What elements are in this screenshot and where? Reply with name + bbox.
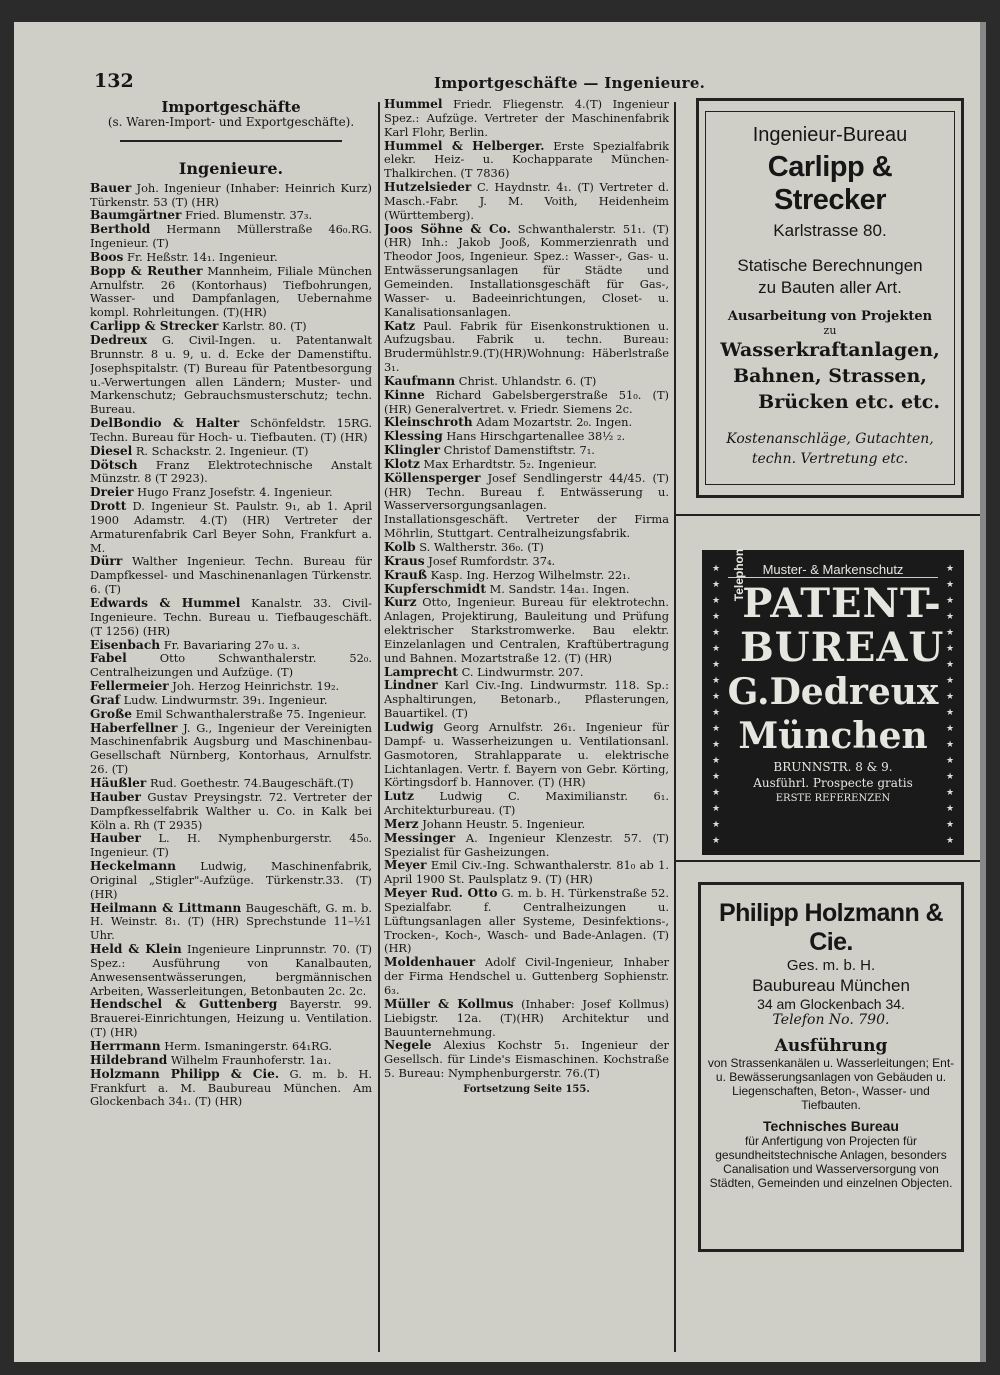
directory-entry bbox=[384, 956, 669, 998]
directory-entry bbox=[90, 777, 372, 791]
entry-name: Messinger bbox=[384, 830, 456, 845]
directory-entry bbox=[384, 389, 669, 417]
entry-details: Schwanthalerstr. 51₁. (T) (HR) Inh.: Jakob Jooß, Kommerzienrath und Theodor Joos, Ingenieur. Spez.: Wasser-, Gas- u. Entwässerungsanlagen für Städte und Gemeinden. Installationsgeschäft für Gas-, Wasser- u. Badeeinrichtungen, Closet- u. Kanalisationsanlagen. bbox=[384, 221, 669, 319]
entry-details: Otto, Ingenieur. Bureau für elektrotechn. Anlagen, Projektirung, Bauleitung und Prüfung elektrischer Starkstromwerke. Bau elektr. Einzelanlagen und Centralen, Kraftübertragung und Bahnen. Mozartstraße 12. (T) (HR) bbox=[384, 595, 669, 665]
directory-entry bbox=[90, 555, 372, 597]
directory-page bbox=[14, 22, 986, 1362]
advert-telephone: Telefon No. 790. bbox=[772, 1012, 890, 1028]
directory-entry bbox=[384, 583, 669, 597]
directory-entry bbox=[90, 597, 372, 639]
entry-details: A. Ingenieur Klenzestr. 57. (T) Spezialist für Gasheizungen. bbox=[384, 830, 669, 859]
entry-details: Otto Schwanthalerstr. 52₀. Centralheizungen und Aufzüge. (T) bbox=[90, 651, 372, 680]
advert-heading: Ausführung bbox=[774, 1036, 888, 1056]
directory-entry bbox=[90, 639, 372, 653]
directory-entry bbox=[384, 472, 669, 541]
directory-entry bbox=[384, 679, 669, 721]
advert-line: Kostenanschläge, Gutachten, bbox=[726, 431, 934, 447]
entry-details: Josef Rumfordstr. 37₄. bbox=[424, 553, 556, 568]
advert-line: Ingenieur-Bureau bbox=[752, 124, 908, 146]
directory-entry bbox=[90, 265, 372, 320]
entry-details: Walther Ingenieur. Techn. Bureau für Dampfkessel- und Maschinenanlagen Türkenstr. 6. (T) bbox=[90, 554, 372, 597]
directory-entry bbox=[90, 320, 372, 334]
entry-name: Krauß bbox=[384, 567, 428, 582]
directory-entry bbox=[90, 832, 372, 860]
directory-entry bbox=[90, 652, 372, 680]
advert-text: für Anfertigung von Projecten für gesundheitstechnische Anlagen, besonders Canalisation und Wasserversorgung von Städten, Gemeinden und einzelnen Objecten. bbox=[709, 1134, 953, 1190]
entry-name: Berthold bbox=[90, 222, 151, 237]
entry-details: Christ. Uhlandstr. 6. (T) bbox=[455, 373, 597, 388]
directory-entry bbox=[384, 320, 669, 375]
entry-name: Held & Klein bbox=[90, 942, 182, 957]
entry-name: Haberfellner bbox=[90, 720, 178, 735]
entry-name: Kupferschmidt bbox=[384, 581, 486, 596]
entry-details: Schönfeldstr. 15RG. Techn. Bureau für Hoch- u. Tiefbauten. (T) (HR) bbox=[90, 416, 372, 444]
section-subheading-import: (s. Waren-Import- und Exportgeschäfte). bbox=[107, 115, 355, 129]
directory-entry bbox=[90, 943, 372, 998]
entry-details: Johann Heustr. 5. Ingenieur. bbox=[418, 816, 586, 831]
directory-entry bbox=[384, 569, 669, 583]
page-edge bbox=[980, 22, 986, 1362]
entry-details: Erste Spezialfabrik elekr. Heiz- u. Kochapparate München-Thalkirchen. (T 7836) bbox=[384, 138, 669, 181]
section-divider bbox=[120, 140, 342, 142]
entry-name: Meyer bbox=[384, 858, 427, 873]
advert-line: Ausarbeitung von Projekten bbox=[727, 309, 933, 324]
entry-details: J. G., Ingenieur der Vereinigten Maschinenfabrik Augsburg und Maschinenbau-Gesellschaft Nürnberg, Kontorhaus, Arnulfstr. 26. (T) bbox=[90, 720, 372, 777]
entry-details: M. Sandstr. 14a₁. Ingen. bbox=[485, 581, 630, 596]
entry-details: Ludwig C. Maximilianstr. 6₁. Architekturbureau. (T) bbox=[384, 789, 669, 818]
entry-name: Heilmann & Littmann bbox=[90, 900, 242, 915]
advert-street: BRUNNSTR. 8 & 9. bbox=[773, 760, 893, 774]
entry-name: Kurz bbox=[384, 595, 417, 610]
entry-details: Paul. Fabrik für Eisenkonstruktionen u. Aufzugsbau. Fabrik u. techn. Bureau: Brudermühlstr.9.(T)(HR)Wohnung: Häberlstraße 3₁. bbox=[384, 318, 669, 375]
entry-details: C. Lindwurmstr. 207. bbox=[457, 664, 584, 679]
entry-name: Moldenhauer bbox=[384, 955, 476, 970]
directory-entry bbox=[90, 860, 372, 902]
entry-details: S. Waltherstr. 36₀. (T) bbox=[415, 540, 544, 554]
directory-entry bbox=[90, 694, 372, 708]
directory-entry bbox=[384, 721, 669, 790]
entry-list-left bbox=[90, 182, 372, 1110]
entry-details: D. Ingenieur St. Paulstr. 9₁, ab 1. April 1900 Adamstr. 4.(T) (HR) Vertreter der Armaturenfabrik Carl Beyer Sohn, Frankfurt a. M. bbox=[90, 499, 372, 555]
advert-carlipp-strecker bbox=[696, 98, 964, 498]
advert-patent: PATENT- bbox=[742, 580, 942, 627]
directory-entry bbox=[90, 1040, 372, 1054]
entry-name: Ludwig bbox=[384, 719, 434, 734]
entry-name: Lamprecht bbox=[384, 664, 458, 679]
entry-name: Bauer bbox=[90, 180, 132, 195]
entry-name: Kinne bbox=[384, 387, 425, 402]
directory-entry bbox=[90, 722, 372, 777]
advert-line: Bahnen, Strassen, bbox=[733, 365, 927, 387]
advert-address: Karlstrasse 80. bbox=[773, 221, 887, 240]
entry-name: Kleinschroth bbox=[384, 415, 473, 430]
directory-entry bbox=[384, 832, 669, 860]
star-border-left: ★ ★ ★ ★ ★ ★ ★ ★ ★ ★ ★ ★ ★ ★ ★ ★ ★ ★ bbox=[711, 563, 721, 845]
column-divider-2 bbox=[674, 102, 676, 1352]
directory-entry bbox=[90, 223, 372, 251]
entry-details: (Inhaber: Josef Kollmus) Liebigstr. 12a. (T)(HR) Architektur und Bauunternehmung. bbox=[384, 996, 669, 1039]
entry-name: Holzmann Philipp & Cie. bbox=[90, 1066, 280, 1081]
directory-entry bbox=[384, 98, 669, 140]
advert-line: ERSTE REFERENZEN bbox=[775, 793, 891, 804]
entry-name: Kraus bbox=[384, 553, 425, 568]
entry-details: Georg Arnulfstr. 26₁. Ingenieur für Dampf- u. Wasserheizungen u. Ventilationsanl. Gasmotoren, Strahlapparate u. elektrische Lichtanlagen. Vertr. f. Bayern von Gebr. Körting, Körtingsdorf b. Hannover. (T) (HR) bbox=[384, 719, 669, 790]
entry-details: G. m. b. H. Türkenstraße 52. Spezialfabr. f. Centralheizungen u. Lüftungsanlagen aller Systeme, Desinfektions-, Trocken-, Koch-, Wasch- und Bade-Anlagen. (T) (HR) bbox=[384, 886, 669, 956]
entry-name: Dötsch bbox=[90, 457, 138, 472]
advert-line: Ausführl. Prospecte gratis bbox=[753, 776, 913, 790]
entry-details: G. Civil-Ingen. u. Patentanwalt Brunnstr. 8 u. 9, u. d. Ecke der Damenstiftu. Josephspitalstr. (T) Bureau für Patentbesorgung u.-Verwertungen allen Ländern; Muster- und Markenschutz; Gebrauchsmusterschutz; techn. Bureau. bbox=[90, 332, 372, 417]
directory-entry bbox=[384, 859, 669, 887]
directory-entry bbox=[90, 791, 372, 833]
entry-details: Max Erhardtstr. 5₂. Ingenieur. bbox=[419, 456, 597, 471]
entry-name: Große bbox=[90, 706, 132, 721]
advert-name: G.Dedreux bbox=[727, 671, 939, 713]
entry-details: Ludw. Lindwurmstr. 39₁. Ingenieur. bbox=[119, 692, 328, 707]
advert-line: Brücken etc. etc. bbox=[758, 391, 940, 413]
entry-name: Hauber bbox=[90, 789, 141, 804]
directory-entry bbox=[384, 1039, 669, 1081]
advert-address: 34 am Glockenbach 34. bbox=[757, 996, 905, 1012]
directory-entry bbox=[90, 998, 372, 1040]
entry-name: Katz bbox=[384, 318, 416, 333]
entry-details: Baugeschäft, G. m. b. H. Weinstr. 8₁. (T) (HR) Sprechstunde 11–½1 Uhr. bbox=[90, 900, 372, 943]
directory-entry bbox=[384, 818, 669, 832]
entry-details: Joh. Ingenieur (Inhaber: Heinrich Kurz) Türkenstr. 53 (T) (HR) bbox=[90, 180, 372, 209]
entry-name: Müller & Kollmus bbox=[384, 996, 514, 1011]
directory-entry bbox=[90, 334, 372, 417]
entry-details: Richard Gabelsbergerstraße 51₀. (T) (HR) Generalvertret. v. Friedr. Siemens 2c. bbox=[384, 387, 669, 416]
entry-details: Hans Hirschgartenallee 38½ ₂. bbox=[442, 429, 626, 444]
entry-name: Klingler bbox=[384, 443, 441, 458]
entry-details: Kanalstr. 33. Civil-Ingenieure. Techn. Bureau u. Tiefbaugeschäft. (T 1256) (HR) bbox=[90, 596, 372, 638]
directory-entry bbox=[384, 416, 669, 430]
directory-entry bbox=[90, 417, 372, 445]
directory-entry bbox=[384, 140, 669, 182]
entry-details: Karlstr. 80. (T) bbox=[218, 319, 307, 334]
directory-entry bbox=[90, 1068, 372, 1110]
directory-entry bbox=[90, 209, 372, 223]
section-heading-ingenieure: Ingenieure. bbox=[178, 158, 284, 178]
entry-details: Rud. Goethestr. 74.Baugeschäft.(T) bbox=[146, 775, 354, 790]
entry-name: Edwards & Hummel bbox=[90, 596, 241, 610]
running-title: Importgeschäfte — Ingenieure. bbox=[434, 74, 706, 92]
entry-name: Hauber bbox=[90, 831, 141, 846]
directory-entry bbox=[384, 998, 669, 1040]
entry-name: Boos bbox=[90, 249, 124, 264]
entry-details: Gustav Preysingstr. 72. Vertreter der Dampfkesselfabrik Walther u. Co. in Kalk bei Köln a. Rh (T 2935) bbox=[90, 789, 372, 832]
advert-text: von Strassenkanälen u. Wasserleitungen; Ent- u. Bewässerungsanlagen von Gebäuden u. Liegenschaften, Beton-, Wasser- und Tiefbauten. bbox=[707, 1056, 955, 1112]
entry-name: Heckelmann bbox=[90, 859, 177, 874]
entry-details: Adolf Civil-Ingenieur, Inhaber der Firma Hendschel u. Guttenberg Sophienstr. 6₃. bbox=[384, 955, 669, 997]
advert-line: Muster- & Markenschutz bbox=[728, 562, 938, 578]
advert-line: techn. Vertretung etc. bbox=[751, 451, 909, 467]
entry-details: Adam Mozartstr. 2₀. Ingen. bbox=[472, 415, 633, 430]
entry-name: Lindner bbox=[384, 678, 438, 693]
advert-frame bbox=[705, 111, 955, 485]
entry-name: Klotz bbox=[384, 456, 420, 471]
directory-entry bbox=[90, 182, 372, 210]
directory-entry bbox=[384, 375, 669, 389]
entry-details: Emil Schwanthalerstraße 75. Ingenieur. bbox=[131, 706, 367, 721]
advert-line: zu Bauten aller Art. bbox=[758, 278, 902, 297]
directory-entry bbox=[384, 790, 669, 818]
advert-dedreux bbox=[702, 550, 964, 855]
entry-name: Kolb bbox=[384, 540, 416, 554]
entry-name: Fabel bbox=[90, 651, 127, 666]
entry-name: Häußler bbox=[90, 775, 147, 790]
advert-divider bbox=[676, 860, 986, 862]
directory-entry bbox=[384, 430, 669, 444]
directory-entry bbox=[384, 541, 669, 555]
entry-name: Eisenbach bbox=[90, 637, 161, 652]
entry-details: Fr. Heßstr. 14₁. Ingenieur. bbox=[123, 249, 278, 264]
directory-entry bbox=[90, 486, 372, 500]
advert-telephone-label: Telephon bbox=[732, 548, 746, 602]
directory-entry bbox=[90, 251, 372, 265]
entry-details: Joh. Herzog Heinrichstr. 19₂. bbox=[168, 679, 340, 694]
entry-details: Hugo Franz Josefstr. 4. Ingenieur. bbox=[133, 485, 333, 500]
entry-details: Bayerstr. 99. Brauerei-Einrichtungen, Heizung u. Ventilation. (T) (HR) bbox=[90, 997, 372, 1040]
advert-line: Ges. m. b. H. bbox=[786, 957, 876, 974]
entry-name: Dürr bbox=[90, 554, 123, 569]
entry-name: Graf bbox=[90, 692, 120, 707]
entry-details: Kasp. Ing. Herzog Wilhelmstr. 22₁. bbox=[427, 567, 631, 582]
entry-name: DelBondio & Halter bbox=[90, 416, 240, 431]
entry-name: Joos Söhne & Co. bbox=[384, 221, 511, 236]
directory-entry bbox=[384, 458, 669, 472]
entry-name: Dreier bbox=[90, 485, 134, 500]
directory-entry bbox=[384, 555, 669, 569]
entry-details: Hermann Müllerstraße 46₀.RG. Ingenieur. (T) bbox=[90, 222, 372, 251]
entry-details: Karl Civ.-Ing. Lindwurmstr. 118. Sp.: Asphaltirungen, Betonarb., Pflasterungen, Bauartikel. (T) bbox=[384, 678, 669, 721]
continuation-note: Fortsetzung Seite 155. bbox=[463, 1083, 590, 1095]
entry-name: Dedreux bbox=[90, 332, 148, 347]
advert-firm-name: Philipp Holzmann & Cie. bbox=[719, 899, 943, 956]
directory-entry bbox=[90, 902, 372, 944]
entry-details: Herm. Ismaningerstr. 64₁RG. bbox=[160, 1039, 332, 1053]
entry-name: Merz bbox=[384, 816, 419, 831]
entry-details: Emil Civ.-Ing. Schwanthalerstr. 81₀ ab 1. April 1900 St. Paulsplatz 9. (T) (HR) bbox=[384, 858, 669, 887]
entry-name: Herrmann bbox=[90, 1039, 161, 1053]
entry-name: Hildebrand bbox=[90, 1052, 168, 1067]
entry-details: R. Schackstr. 2. Ingenieur. (T) bbox=[132, 443, 309, 458]
entry-details: L. H. Nymphenburgerstr. 45₀. Ingenieur. (T) bbox=[90, 831, 372, 860]
directory-entry bbox=[90, 708, 372, 722]
advert-line: Baubureau München bbox=[752, 976, 910, 995]
section-heading-import: Importgeschäfte bbox=[161, 98, 301, 116]
directory-entry bbox=[90, 500, 372, 555]
entry-name: Carlipp & Strecker bbox=[90, 319, 219, 334]
directory-entry bbox=[90, 680, 372, 694]
entry-name: Negele bbox=[384, 1038, 432, 1053]
entry-details: Ludwig, Maschinenfabrik, Original „Stigler"-Aufzüge. Türkenstr.33. (T) (HR) bbox=[90, 859, 372, 901]
advert-line: Wasserkraftanlagen, bbox=[720, 339, 940, 361]
column-middle bbox=[384, 98, 669, 1358]
entry-name: Köllensperger bbox=[384, 470, 481, 485]
entry-details: Christof Damenstiftstr. 7₁. bbox=[440, 443, 595, 458]
advert-holzmann bbox=[698, 882, 964, 1252]
entry-details: Josef Sendlingerstr 44/45. (T) (HR) Techn. Bureau f. Entwässerung u. Wasserversorgungsanlagen. Installationsgeschäft. Vertreter der Firma Möhrlin, Stuttgart. Centralheizungsfabrik. bbox=[384, 470, 669, 541]
entry-name: Fellermeier bbox=[90, 679, 169, 694]
advert-divider bbox=[676, 514, 986, 516]
advert-city: München bbox=[738, 715, 928, 757]
advert-firm-name: Carlipp & Strecker bbox=[767, 151, 893, 216]
entry-name: Hummel & Helberger. bbox=[384, 138, 545, 153]
entry-name: Drott bbox=[90, 499, 127, 514]
directory-entry bbox=[90, 459, 372, 487]
entry-details: Wilhelm Fraunhoferstr. 1a₁. bbox=[167, 1052, 332, 1067]
entry-details: Friedr. Fliegenstr. 4.(T) Ingenieur Spez.: Aufzüge. Vertreter der Maschinenfabrik Karl Flohr, Berlin. bbox=[384, 98, 669, 139]
entry-details: Alexius Kochstr 5₁. Ingenieur der Gesellsch. für Linde's Eismaschinen. Kochstraße 5. Bureau: Nymphenburgerstr. 76.(T) bbox=[384, 1038, 669, 1081]
entry-name: Lutz bbox=[384, 789, 414, 804]
entry-name: Kaufmann bbox=[384, 373, 456, 388]
entry-name: Diesel bbox=[90, 443, 133, 458]
advert-line: Statische Berechnungen bbox=[737, 256, 923, 275]
entry-details: Franz Elektrotechnische Anstalt Münzstr. 8 (T 2923). bbox=[90, 457, 372, 486]
advert-heading: Technisches Bureau bbox=[763, 1118, 899, 1134]
directory-entry bbox=[90, 445, 372, 459]
entry-details: Mannheim, Filiale München Arnulfstr. 26 (Kontorhaus) Tiefbohrungen, Wasser- und Dampfanlagen, Uebernahme kompl. Rohrleitungen. (T)(HR) bbox=[90, 263, 372, 320]
directory-entry bbox=[384, 181, 669, 223]
entry-details: C. Haydnstr. 4₁. (T) Vertreter d. Masch.-Fabr. J. M. Voith, Heidenheim (Württemberg). bbox=[384, 180, 669, 222]
page-number: 132 bbox=[94, 70, 134, 92]
entry-list-middle bbox=[384, 98, 669, 1081]
directory-entry bbox=[90, 1054, 372, 1068]
entry-name: Klessing bbox=[384, 429, 443, 444]
directory-entry bbox=[384, 887, 669, 956]
directory-entry bbox=[384, 444, 669, 458]
entry-details: G. m. b. H. Frankfurt a. M. Baubureau München. Am Glockenbach 34₁. (T) (HR) bbox=[90, 1066, 372, 1109]
entry-details: Fried. Blumenstr. 37₃. bbox=[181, 208, 313, 223]
star-border-right: ★ ★ ★ ★ ★ ★ ★ ★ ★ ★ ★ ★ ★ ★ ★ ★ ★ ★ bbox=[945, 563, 955, 845]
directory-entry bbox=[384, 596, 669, 665]
advert-bureau: BUREAU bbox=[740, 624, 945, 671]
entry-details: Ingenieure Linprunnstr. 70. (T) Spez.: Ausführung von Kanalbauten, Anwesensentwässerungen, bergmännischen Arbeiten, Wasserleitungen, Betonbauten 2c. 2c. bbox=[90, 942, 372, 998]
entry-details: Fr. Bavariaring 27₀ u. ₃. bbox=[160, 637, 301, 652]
directory-entry bbox=[384, 666, 669, 680]
entry-name: Hendschel & Guttenberg bbox=[90, 997, 278, 1012]
column-divider-1 bbox=[378, 102, 380, 1352]
directory-entry bbox=[384, 223, 669, 320]
entry-name: Bopp & Reuther bbox=[90, 263, 203, 278]
column-left bbox=[90, 98, 372, 1358]
page-header bbox=[94, 70, 974, 98]
advert-line: zu bbox=[823, 324, 837, 337]
entry-name: Hutzelsieder bbox=[384, 180, 472, 195]
entry-name: Hummel bbox=[384, 98, 443, 111]
entry-name: Baumgärtner bbox=[90, 208, 182, 223]
entry-name: Meyer Rud. Otto bbox=[384, 886, 498, 901]
